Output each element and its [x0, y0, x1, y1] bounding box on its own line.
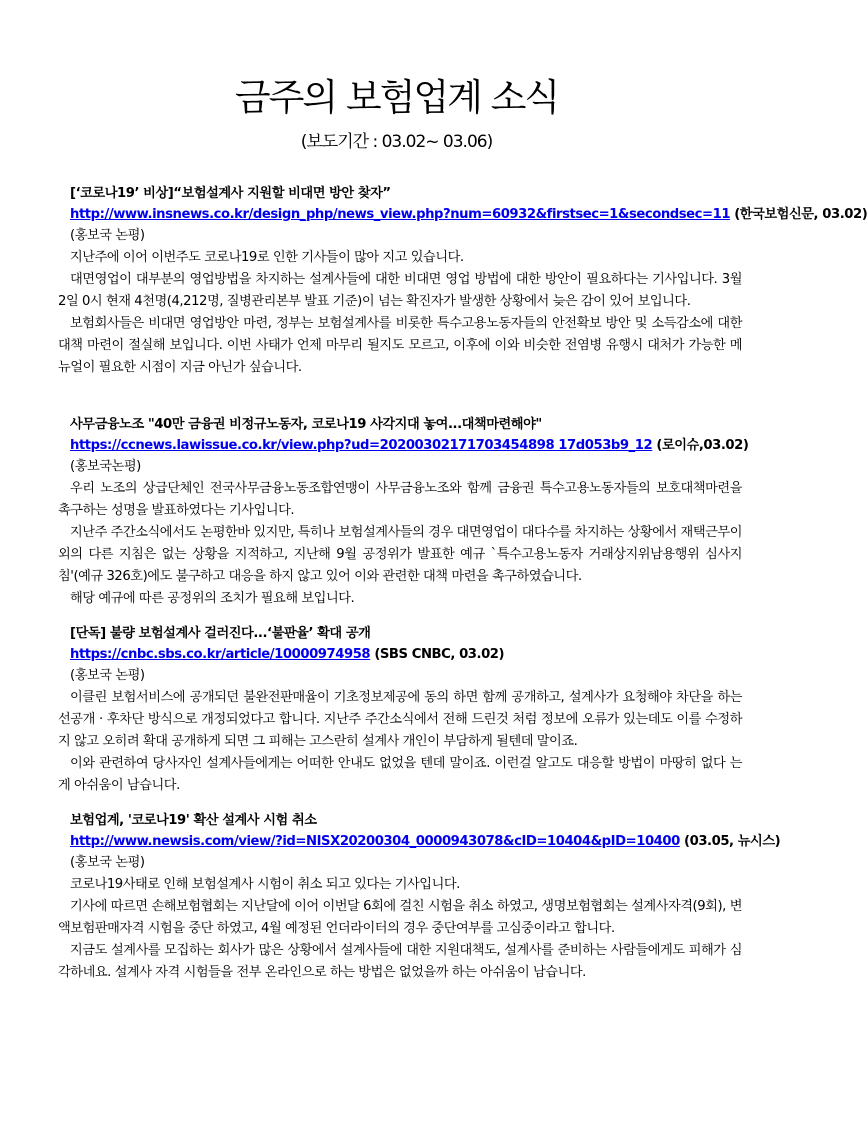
article-headline: 사무금융노조 "40만 금융권 비정규노동자, 코로나19 사각지대 놓여...대책마련해야" [70, 417, 542, 432]
article-headline: [단독] 불량 보험설계사 걸러진다...‘불판율’ 확대 공개 [70, 626, 371, 641]
article-2 [58, 415, 749, 610]
comment-label: (홍보국논평) [70, 459, 141, 474]
comment-paragraph: 대면영업이 대부분의 영업방법을 차지하는 설계사들에 대한 비대면 영업 방법에 대한 방안이 필요하다는 기사입니다. 3월 2일 0시 현재 4천명(4,212명, 질병관리본부 발표 기준)이 넘는 확진자가 발생한 상황에서 늦은 감이 있어 보입니다. [58, 272, 742, 309]
article-4 [58, 811, 781, 984]
comment-paragraph: 코로나19사태로 인해 보험설계사 시험이 취소 되고 있다는 기사입니다. [70, 877, 460, 892]
article-source: (로이슈,03.02) [656, 438, 749, 453]
article-link[interactable]: http://www.newsis.com/view/?id=NISX20200304_0000943078&cID=10404&pID=10400 [70, 834, 680, 849]
comment-paragraph: 지금도 설계사를 모집하는 회사가 많은 상황에서 설계사들에 대한 지원대책도, 설계사를 준비하는 사람들에게도 피해가 심각하네요. 설계사 자격 시험들을 전부 온라인으로 하는 방법은 없었을까 하는 아쉬움이 남습니다. [58, 943, 742, 980]
article-source-line [70, 435, 749, 456]
page-title: 금주의 보험업계 소식 [234, 76, 559, 119]
comment-paragraph: 지난주에 이어 이번주도 코로나19로 인한 기사들이 많아 지고 있습니다. [70, 250, 464, 265]
article-headline: [‘코로나19’ 비상]“보험설계사 지원할 비대면 방안 찾자” [70, 186, 391, 201]
comment-paragraph: 보험회사들은 비대면 영업방안 마련, 정부는 보험설계사를 비롯한 특수고용노동자들의 안전확보 방안 및 소득감소에 대한 대책 마련이 절실해 보입니다. 이번 사태가 언제 마무리 될지도 모르고, 이후에 이와 비슷한 전염병 유행시 대처가 가능한 메뉴얼이 필요한 시점이 지금 아닌가 싶습니다. [58, 316, 742, 375]
article-1 [58, 184, 867, 379]
article-link[interactable]: https://ccnews.lawissue.co.kr/view.php?ud=20200302171703454898 17d053b9_12 [70, 438, 653, 453]
article-link[interactable]: http://www.insnews.co.kr/design_php/news_view.php?num=60932&firstsec=1&secondsec=11 [70, 207, 731, 222]
article-source: (03.05, 뉴시스) [684, 834, 781, 849]
article-headline: 보험업계, '코로나19' 확산 설계사 시험 취소 [70, 813, 317, 828]
article-source-line [70, 831, 781, 852]
article-source: (한국보험신문, 03.02) [734, 207, 867, 222]
comment-label: (홍보국 논평) [70, 228, 145, 243]
comment-label: (홍보국 논평) [70, 855, 145, 870]
comment-paragraph: 지난주 주간소식에서도 논평한바 있지만, 특히나 보험설계사들의 경우 대면영업이 대다수를 차지하는 상황에서 재택근무이외의 다른 지침은 없는 상황을 지적하고, 지난해 9월 공정위가 발표한 예규 `특수고용노동자 거래상지위남용행위 심사지침'(예규 326호)에도 불구하고 대응을 하지 않고 있어 이와 관련한 대책 마련을 촉구하였습니다. [58, 525, 742, 584]
comment-paragraph: 기사에 따르면 손해보험협회는 지난달에 이어 이번달 6회에 걸친 시험을 취소 하였고, 생명보험협회는 설계사자격(9회), 변액보험판매자격 시험을 중단 하였고, 4월 예정된 언더라이터의 경우 중단여부를 고심중이라고 합니다. [58, 899, 742, 936]
article-source-line [70, 644, 742, 665]
comment-paragraph: 이클린 보험서비스에 공개되던 불완전판매율이 기초정보제공에 동의 하면 함께 공개하고, 설계사가 요청해야 차단을 하는 선공개 · 후차단 방식으로 개정되었다고 합니다. 지난주 주간소식에서 전해 드린것 처럼 정보에 오류가 있는데도 이를 수정하지 않고 오히려 확대 공개하게 되면 그 피해는 고스란히 설계사 개인이 부담하게 될텐데 말이죠. [58, 690, 742, 749]
article-source-line [70, 204, 867, 225]
comment-paragraph: 해당 예규에 따른 공정위의 조치가 필요해 보입니다. [70, 591, 355, 606]
article-source: (SBS CNBC, 03.02) [374, 647, 505, 662]
article-3 [58, 624, 742, 797]
comment-label: (홍보국 논평) [70, 668, 145, 683]
comment-paragraph: 이와 관련하여 당사자인 설계사들에게는 어떠한 안내도 없었을 텐데 말이죠. 이런걸 알고도 대응할 방법이 마땅히 없다 는게 아쉬움이 남습니다. [58, 756, 742, 793]
report-period: (보도기간 : 03.02~ 03.06) [300, 132, 493, 152]
article-link[interactable]: https://cnbc.sbs.co.kr/article/10000974958 [70, 647, 371, 662]
comment-paragraph: 우리 노조의 상급단체인 전국사무금융노동조합연맹이 사무금융노조와 함께 금융권 특수고용노동자들의 보호대책마련을 촉구하는 성명을 발표하였다는 기사입니다. [58, 481, 742, 518]
